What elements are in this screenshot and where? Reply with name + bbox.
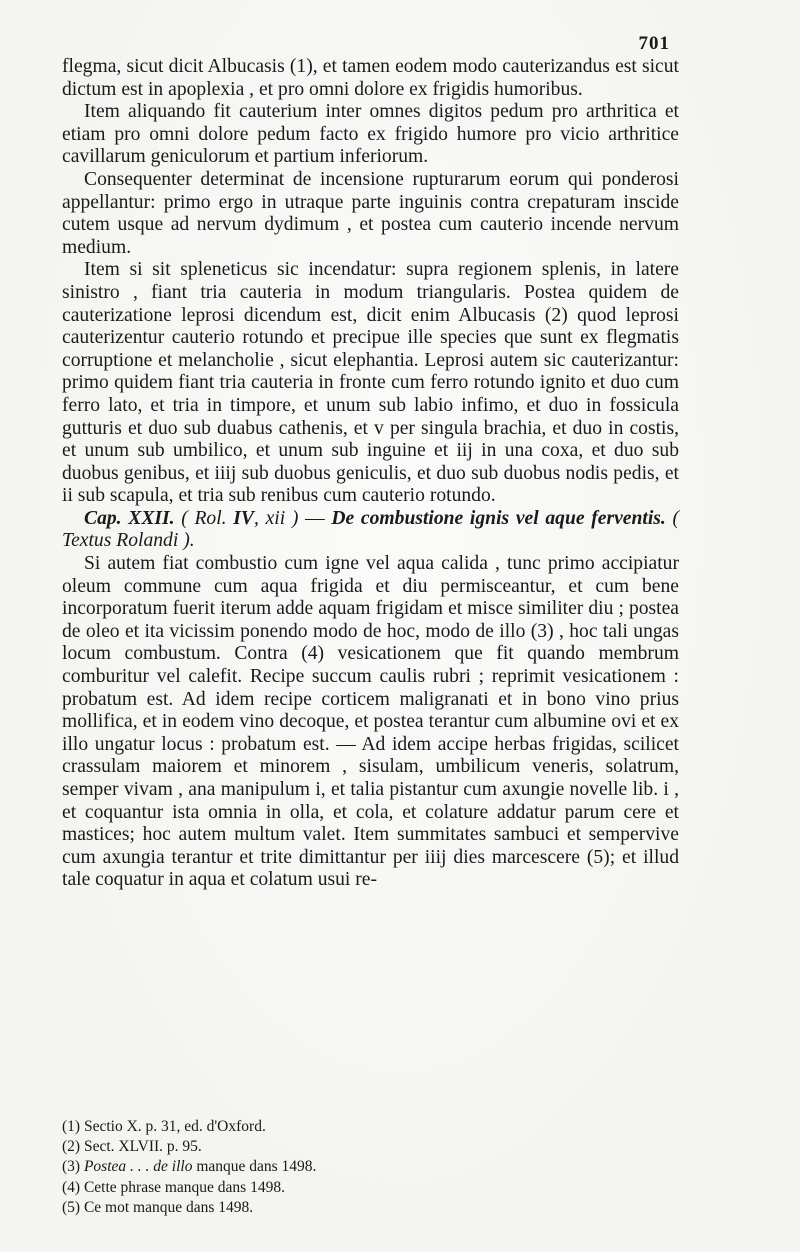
paragraph-4: Item si sit spleneticus sic incendatur: supra regionem splenis, in latere sinistro , fiant tria cauteria in modum triangularis. Postea quidem de cauterizatione leprosi dicendum est, dicit enim Albucasis (2) quod leprosi cauterizentur cauterio rotundo et precipue ille species que sunt ex flegmatis corruptione et melancholie , sicut elephantia. Leprosi autem sic cauterizantur: primo quidem fiant tria cauteria in fronte cum ferro rotundo ignito et duo cum ferro lato, et tria in timpore, et unum sub labio infimo, et duo in fossicula gutturis et duo sub duabus cathenis, et v per singula brachia, et duo in costis, et unum sub umbilico, et unum sub inguine et iij in una coxa, et duo sub duobus genibus, et iiij sub duobus geniculis, et duo sub duobus nodis pedis, et ii sub scapula, et tria sub renibus cum cauterio rotundo. bbox=[62, 259, 679, 507]
paragraph-1: flegma, sicut dicit Albucasis (1), et tamen eodem modo cauterizandus est sicut dictum est in apoplexia , et pro omni dolore ex frigidis humoribus. bbox=[62, 56, 679, 100]
chapter-dash: — bbox=[298, 507, 332, 529]
chapter-number: Cap. XXII. bbox=[84, 507, 175, 529]
footnote-italic: Postea . . . de illo bbox=[83, 1158, 193, 1176]
paragraph-3: Consequenter determinat de incensione rupturarum eorum qui ponderosi appellantur: primo ergo in utraque parte inguinis contra crepaturam inscide cutem usque ad nervum dydimum , et postea cum cauterio incende nervum medium. bbox=[62, 168, 679, 258]
footnote-text: manque dans 1498. bbox=[192, 1158, 317, 1176]
footnote-mark: (3) bbox=[62, 1158, 81, 1176]
footnote-1 bbox=[62, 1117, 679, 1137]
footnote-mark: (5) bbox=[62, 1198, 81, 1216]
footnote-text: Ce mot manque dans 1498. bbox=[83, 1198, 254, 1216]
footnote-mark: (4) bbox=[62, 1178, 81, 1196]
chapter-ref-roman: IV bbox=[233, 507, 254, 529]
footnote-text: Cette phrase manque dans 1498. bbox=[83, 1178, 285, 1196]
page-number: 701 bbox=[638, 33, 670, 54]
chapter-heading bbox=[62, 508, 679, 553]
footnote-5 bbox=[62, 1198, 679, 1218]
main-text bbox=[62, 56, 679, 892]
footnote-mark: (2) bbox=[62, 1138, 81, 1156]
paragraph-2: Item aliquando fit cauterium inter omnes digitos pedum pro arthritica et etiam pro omni dolore pedum facto ex frigido humore pro vicio arthritice cavillarum geniculorum et partium inferiorum. bbox=[62, 101, 679, 168]
footnote-4 bbox=[62, 1178, 679, 1198]
footnote-text: Sectio X. p. 31, ed. d'Oxford. bbox=[83, 1118, 266, 1135]
paragraph-5: Si autem fiat combustio cum igne vel aqua calida , tunc primo accipiatur oleum commune cum aqua frigida et diu permisceantur, et cum bene incorporatum fuerit iterum adde aquam frigidam et misce similiter diu ; postea de oleo et ita vicissim ponendo modo de hoc, modo de illo (3) , hoc tali ungas locum combustum. Contra (4) vesicationem que fit quando membrum comburitur vel calefit. Recipe succum caulis rubri ; reprimit vesicationem : probatum est. Ad idem recipe corticem maligranati et in bono vino prius mollifica, et in eodem vino decoque, et postea terantur cum albumine ovi et ex illo ungatur locus : probatum est. — Ad idem accipe herbas frigidas, scilicet crassulam maiorem et minorem , sisulam, umbilicum veneris, solatrum, semper vivam , ana manipulum i, et talia pistantur cum axungie novelle lib. i , et coquantur ista omnia in olla, et cola, et colature addatur parum cere et mastices; hoc autem multum valet. Item summitates sambuci et sempervive cum axungia terantur et trite dimittantur per iiij dies marcescere (5); et illud tale coquatur in aqua et colatum usui re- bbox=[62, 553, 679, 891]
footnote-text: Sect. XLVII. p. 95. bbox=[83, 1138, 202, 1156]
chapter-ref-open: ( Rol. bbox=[181, 507, 234, 529]
footnote-2 bbox=[62, 1137, 679, 1157]
chapter-title: De combustione ignis vel aque ferventis. bbox=[331, 507, 666, 529]
footnotes bbox=[62, 1117, 679, 1218]
chapter-source: ( Textus Rolandi ). bbox=[62, 507, 680, 552]
footnote-3 bbox=[62, 1157, 679, 1177]
footnote-mark: (1) bbox=[62, 1118, 81, 1135]
chapter-ref-sub: , xii ) bbox=[253, 507, 299, 529]
